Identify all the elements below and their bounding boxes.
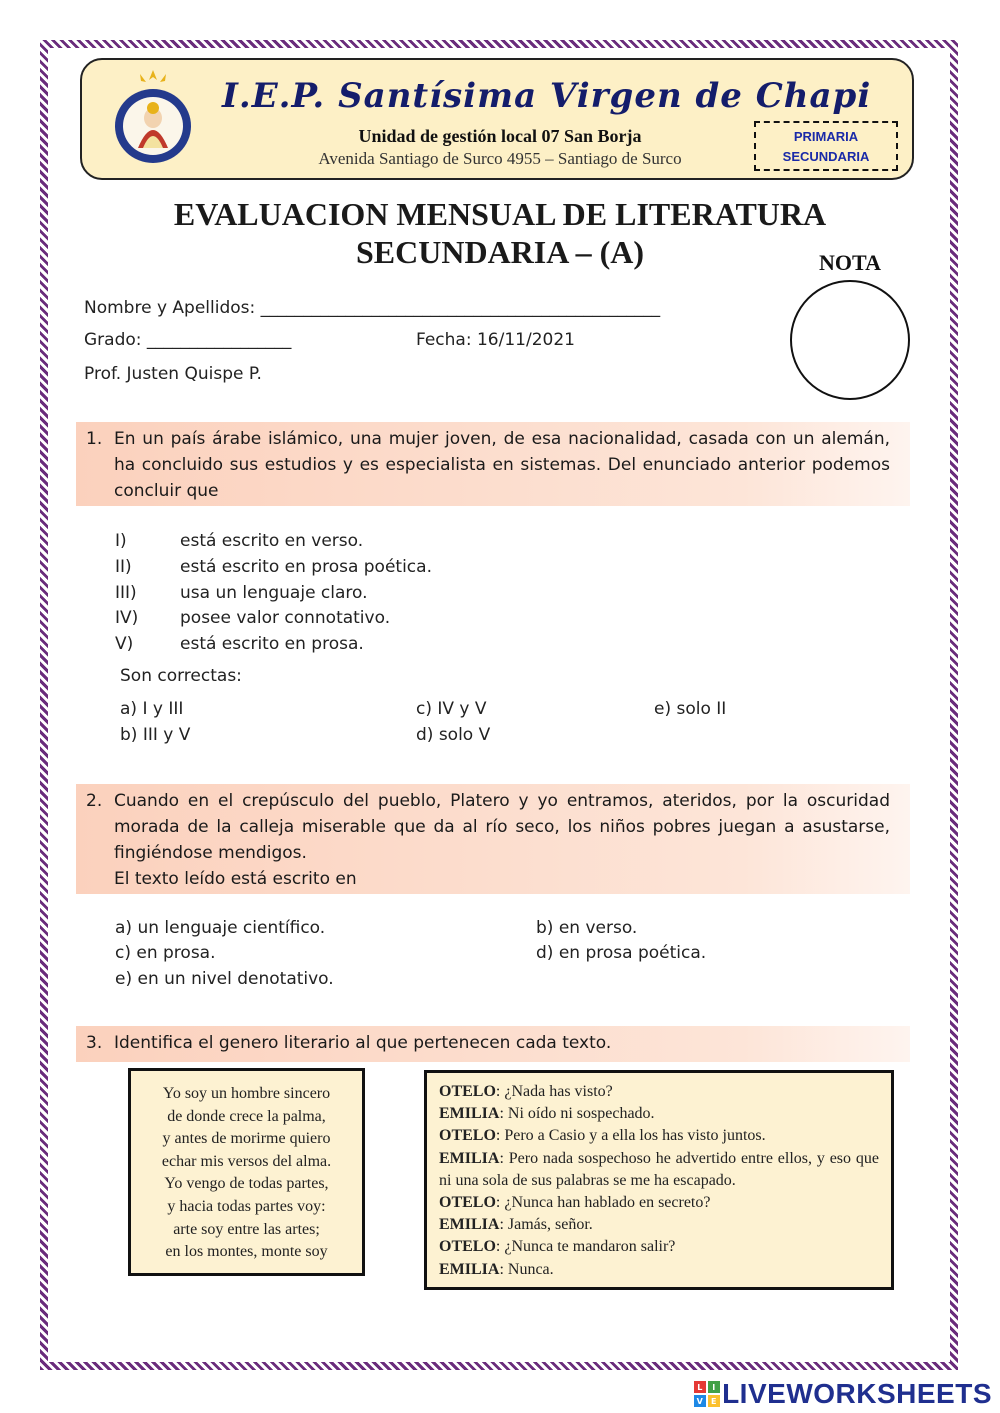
- question-3: [76, 1026, 910, 1062]
- speech: : ¿Nunca han hablado en secreto?: [495, 1194, 711, 1212]
- statement-number: V): [115, 634, 134, 654]
- statement-number: IV): [115, 608, 139, 628]
- school-name: I.E.P. Santísima Virgen de Chapi: [222, 76, 872, 116]
- speaker: EMILIA: [439, 1149, 500, 1167]
- speech: : Ni oído ni sospechado.: [499, 1105, 655, 1123]
- dialogue-line: [439, 1214, 879, 1236]
- speech: : ¿Nunca te mandaron salir?: [495, 1238, 676, 1256]
- level-primaria: PRIMARIA: [793, 129, 859, 144]
- poem-line: de donde crece la palma,: [167, 1107, 326, 1125]
- poem-line: y antes de morirme quiero: [162, 1130, 331, 1148]
- poem-line: Yo vengo de todas partes,: [164, 1175, 329, 1193]
- ugel-line: Unidad de gestión local 07 San Borja: [358, 126, 642, 146]
- logo-letter: E: [711, 1397, 718, 1406]
- speaker: OTELO: [439, 1238, 496, 1256]
- question-text: Identifica el genero literario al que pertenecen cada texto.: [114, 1033, 612, 1053]
- grade-label: NOTA: [819, 250, 881, 275]
- exam-subtitle: SECUNDARIA – (A): [355, 234, 644, 270]
- speech: : Nunca.: [499, 1260, 554, 1278]
- option-a[interactable]: a) I y III: [120, 699, 184, 719]
- dialogue-line: [439, 1259, 879, 1281]
- options-prompt: Son correctas:: [120, 666, 242, 686]
- speaker: EMILIA: [439, 1105, 500, 1123]
- speaker: OTELO: [439, 1083, 496, 1100]
- logo-letter: I: [712, 1383, 716, 1392]
- poem-line: arte soy entre las artes;: [173, 1220, 320, 1238]
- option-e[interactable]: e) en un nivel denotativo.: [115, 969, 334, 989]
- question-1: [76, 422, 910, 506]
- grade-circle: [790, 280, 910, 400]
- statement-number: II): [115, 557, 132, 577]
- statement-text: está escrito en prosa poética.: [180, 557, 432, 577]
- school-address: Avenida Santiago de Surco 4955 – Santiago de Surco: [318, 149, 682, 168]
- option-b[interactable]: b) en verso.: [536, 918, 638, 938]
- date-field: Fecha: 16/11/2021: [416, 330, 575, 350]
- statement-text: está escrito en verso.: [180, 531, 364, 551]
- speech: : Pero nada sospechoso he advertido entre ellos, y eso que ni una sola de sus palabras se me ha escapado.: [439, 1149, 879, 1189]
- question-text: Cuando en el crepúsculo del pueblo, Platero y yo entramos, ateridos, por la oscuridad morada de la calleja miserable que da al río seco, los niños pobres juegan a asustarse, fingiéndose mendigos.: [114, 791, 890, 863]
- statement-number: I): [115, 531, 127, 551]
- poem-line: Yo soy un hombre sincero: [162, 1085, 331, 1102]
- speaker: OTELO: [439, 1194, 496, 1212]
- speech: : ¿Nada has visto?: [495, 1083, 613, 1100]
- question-2: [76, 784, 910, 894]
- question-number: 3.: [86, 1033, 103, 1053]
- question-subtext: El texto leído está escrito en: [114, 869, 357, 889]
- option-b[interactable]: b) III y V: [120, 725, 191, 745]
- logo-letter: L: [697, 1383, 703, 1392]
- name-field: Nombre y Apellidos: _______________________________________________: [84, 298, 661, 318]
- option-c[interactable]: c) IV y V: [416, 699, 487, 719]
- liveworksheets-logo[interactable]: [694, 1378, 992, 1410]
- option-d[interactable]: d) solo V: [416, 725, 491, 745]
- question-number: 2.: [86, 791, 103, 811]
- poem-line: y hacia todas partes voy:: [167, 1197, 326, 1215]
- teacher-field: Prof. Justen Quispe P.: [84, 364, 262, 384]
- statement-text: está escrito en prosa.: [180, 634, 364, 654]
- option-c[interactable]: c) en prosa.: [115, 943, 216, 963]
- speaker: OTELO: [439, 1127, 496, 1145]
- liveworksheets-icon: [694, 1381, 720, 1407]
- statement-text: usa un lenguaje claro.: [180, 583, 368, 603]
- statement-text: posee valor connotativo.: [180, 608, 391, 628]
- question-number: 1.: [86, 429, 103, 449]
- brand-name: LIVEWORKSHEETS: [722, 1378, 992, 1409]
- speaker: EMILIA: [439, 1216, 500, 1234]
- dialogue-line: [439, 1081, 879, 1103]
- level-box: [754, 121, 898, 171]
- option-a[interactable]: a) un lenguaje científico.: [115, 918, 326, 938]
- dialogue-line: [439, 1103, 879, 1125]
- speaker: EMILIA: [439, 1260, 500, 1278]
- exam-title: EVALUACION MENSUAL DE LITERATURA: [173, 196, 827, 232]
- poem-line: en los montes, monte soy: [165, 1243, 328, 1261]
- option-d[interactable]: d) en prosa poética.: [536, 943, 707, 963]
- dialogue-line: [439, 1236, 879, 1258]
- option-e[interactable]: e) solo II: [654, 699, 727, 719]
- dialogue-line: [439, 1125, 879, 1147]
- speech: : Pero a Casio y a ella los has visto juntos.: [495, 1127, 766, 1145]
- statement-number: III): [115, 583, 137, 603]
- question-text: En un país árabe islámico, una mujer joven, de esa nacionalidad, casada con un alemán, ha concluido sus estudios y es especialista en sistemas. Del enunciado anterior podemos concluir que: [114, 429, 890, 501]
- level-secundaria: SECUNDARIA: [782, 149, 870, 164]
- dialogue-line: [439, 1192, 879, 1214]
- speech: : Jamás, señor.: [499, 1216, 593, 1234]
- poem-text-box: [128, 1068, 365, 1276]
- poem-line: echar mis versos del alma.: [161, 1152, 332, 1170]
- school-crest-icon: [110, 68, 196, 164]
- grade-field: Grado: _________________: [84, 330, 292, 350]
- logo-letter: V: [696, 1397, 704, 1406]
- dialogue-line: [439, 1148, 879, 1192]
- dialogue-text-box: [424, 1070, 894, 1290]
